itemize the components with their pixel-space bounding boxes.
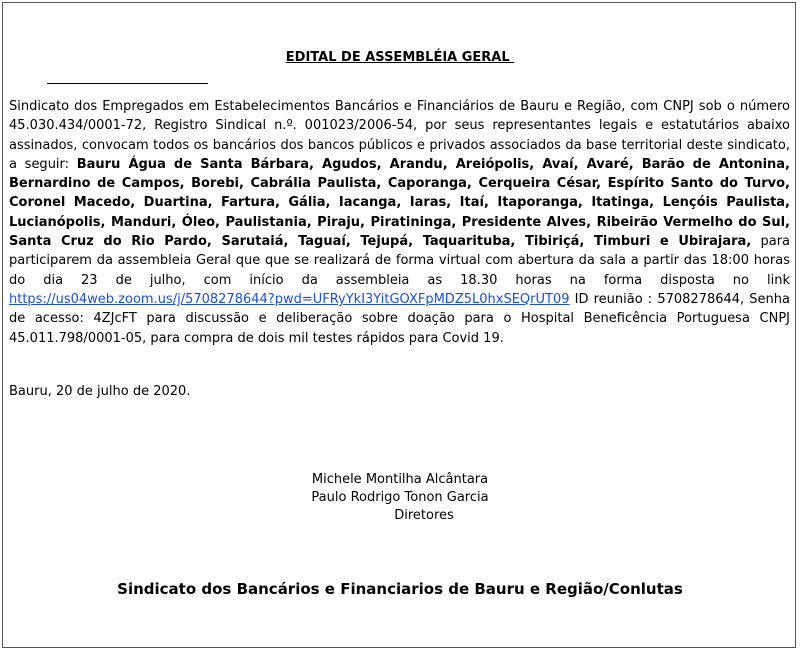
notice-intro: Sindicato dos Empregados em Estabelecimentos Bancários e Financiários de Bauru e Região, com CNPJ sob o número 45.030.434/0001-72, Registro Sindical n.º. 001023/2006-54, por seus representantes legais e estatutários abaixo assinados, convocam todos os bancários dos bancos públicos e privados associados da base territorial deste sindicato, a seguir:	[9, 99, 790, 172]
signatories	[0, 471, 800, 525]
zoom-meeting-link[interactable]: https://us04web.zoom.us/j/5708278644?pwd=UFRyYkI3YitGOXFpMDZ5L0hxSEQrUT09	[9, 291, 570, 307]
signer-name-2: Paulo Rodrigo Tonon Garcia	[311, 490, 489, 505]
notice-meeting-id-and-purpose: ID reunião : 5708278644, Senha de acesso: 4ZJcFT para discussão e deliberação sobre doação para o Hospital Beneficência Portuguesa CNPJ 45.011.798/0001-05, para compra de dois mil testes rápidos para Covid 19.	[9, 291, 790, 346]
notice-paragraph	[9, 97, 790, 348]
notice-date: Bauru, 20 de julho de 2020.	[9, 384, 191, 399]
notice-cities-list: Bauru Água de Santa Bárbara, Agudos, Arandu, Areiópolis, Avaí, Avaré, Barão de Antonina, Bernardino de Campos, Borebi, Cabrália Paulista, Caporanga, Cerqueira César, Espírito Santo do Turvo, Coronel Macedo, Duartina, Fartura, Gália, Iacanga, Iaras, Itaí, Itaporanga, Itatinga, Lençóis Paulista, Lucianópolis, Manduri, Óleo, Paulistania, Piraju, Piratininga, Presidente Alves, Ribeirão Vermelho do Sul, Santa Cruz do Rio Pardo, Sarutaiá, Taguaí, Tejupá, Taquarituba, Tibiriçá, Timburi e Ubirajara,	[9, 156, 790, 250]
document-title	[0, 50, 800, 65]
signer-role: Diretores	[394, 508, 454, 523]
document-title-text: EDITAL DE ASSEMBLÉIA GERAL	[285, 50, 515, 65]
notice-meeting-details: para participarem da assembleia Geral que que se realizará de forma virtual com abertura da sala a partir das 18:00 horas do dia 23 de julho, com início da assembleia as 18.30 horas na forma disposta no link	[9, 234, 791, 288]
title-underline-rule	[47, 83, 208, 84]
organization-footer: Sindicato dos Bancários e Financiarios de Bauru e Região/Conlutas	[117, 580, 683, 598]
signer-name-1: Michele Montilha Alcântara	[311, 472, 489, 487]
